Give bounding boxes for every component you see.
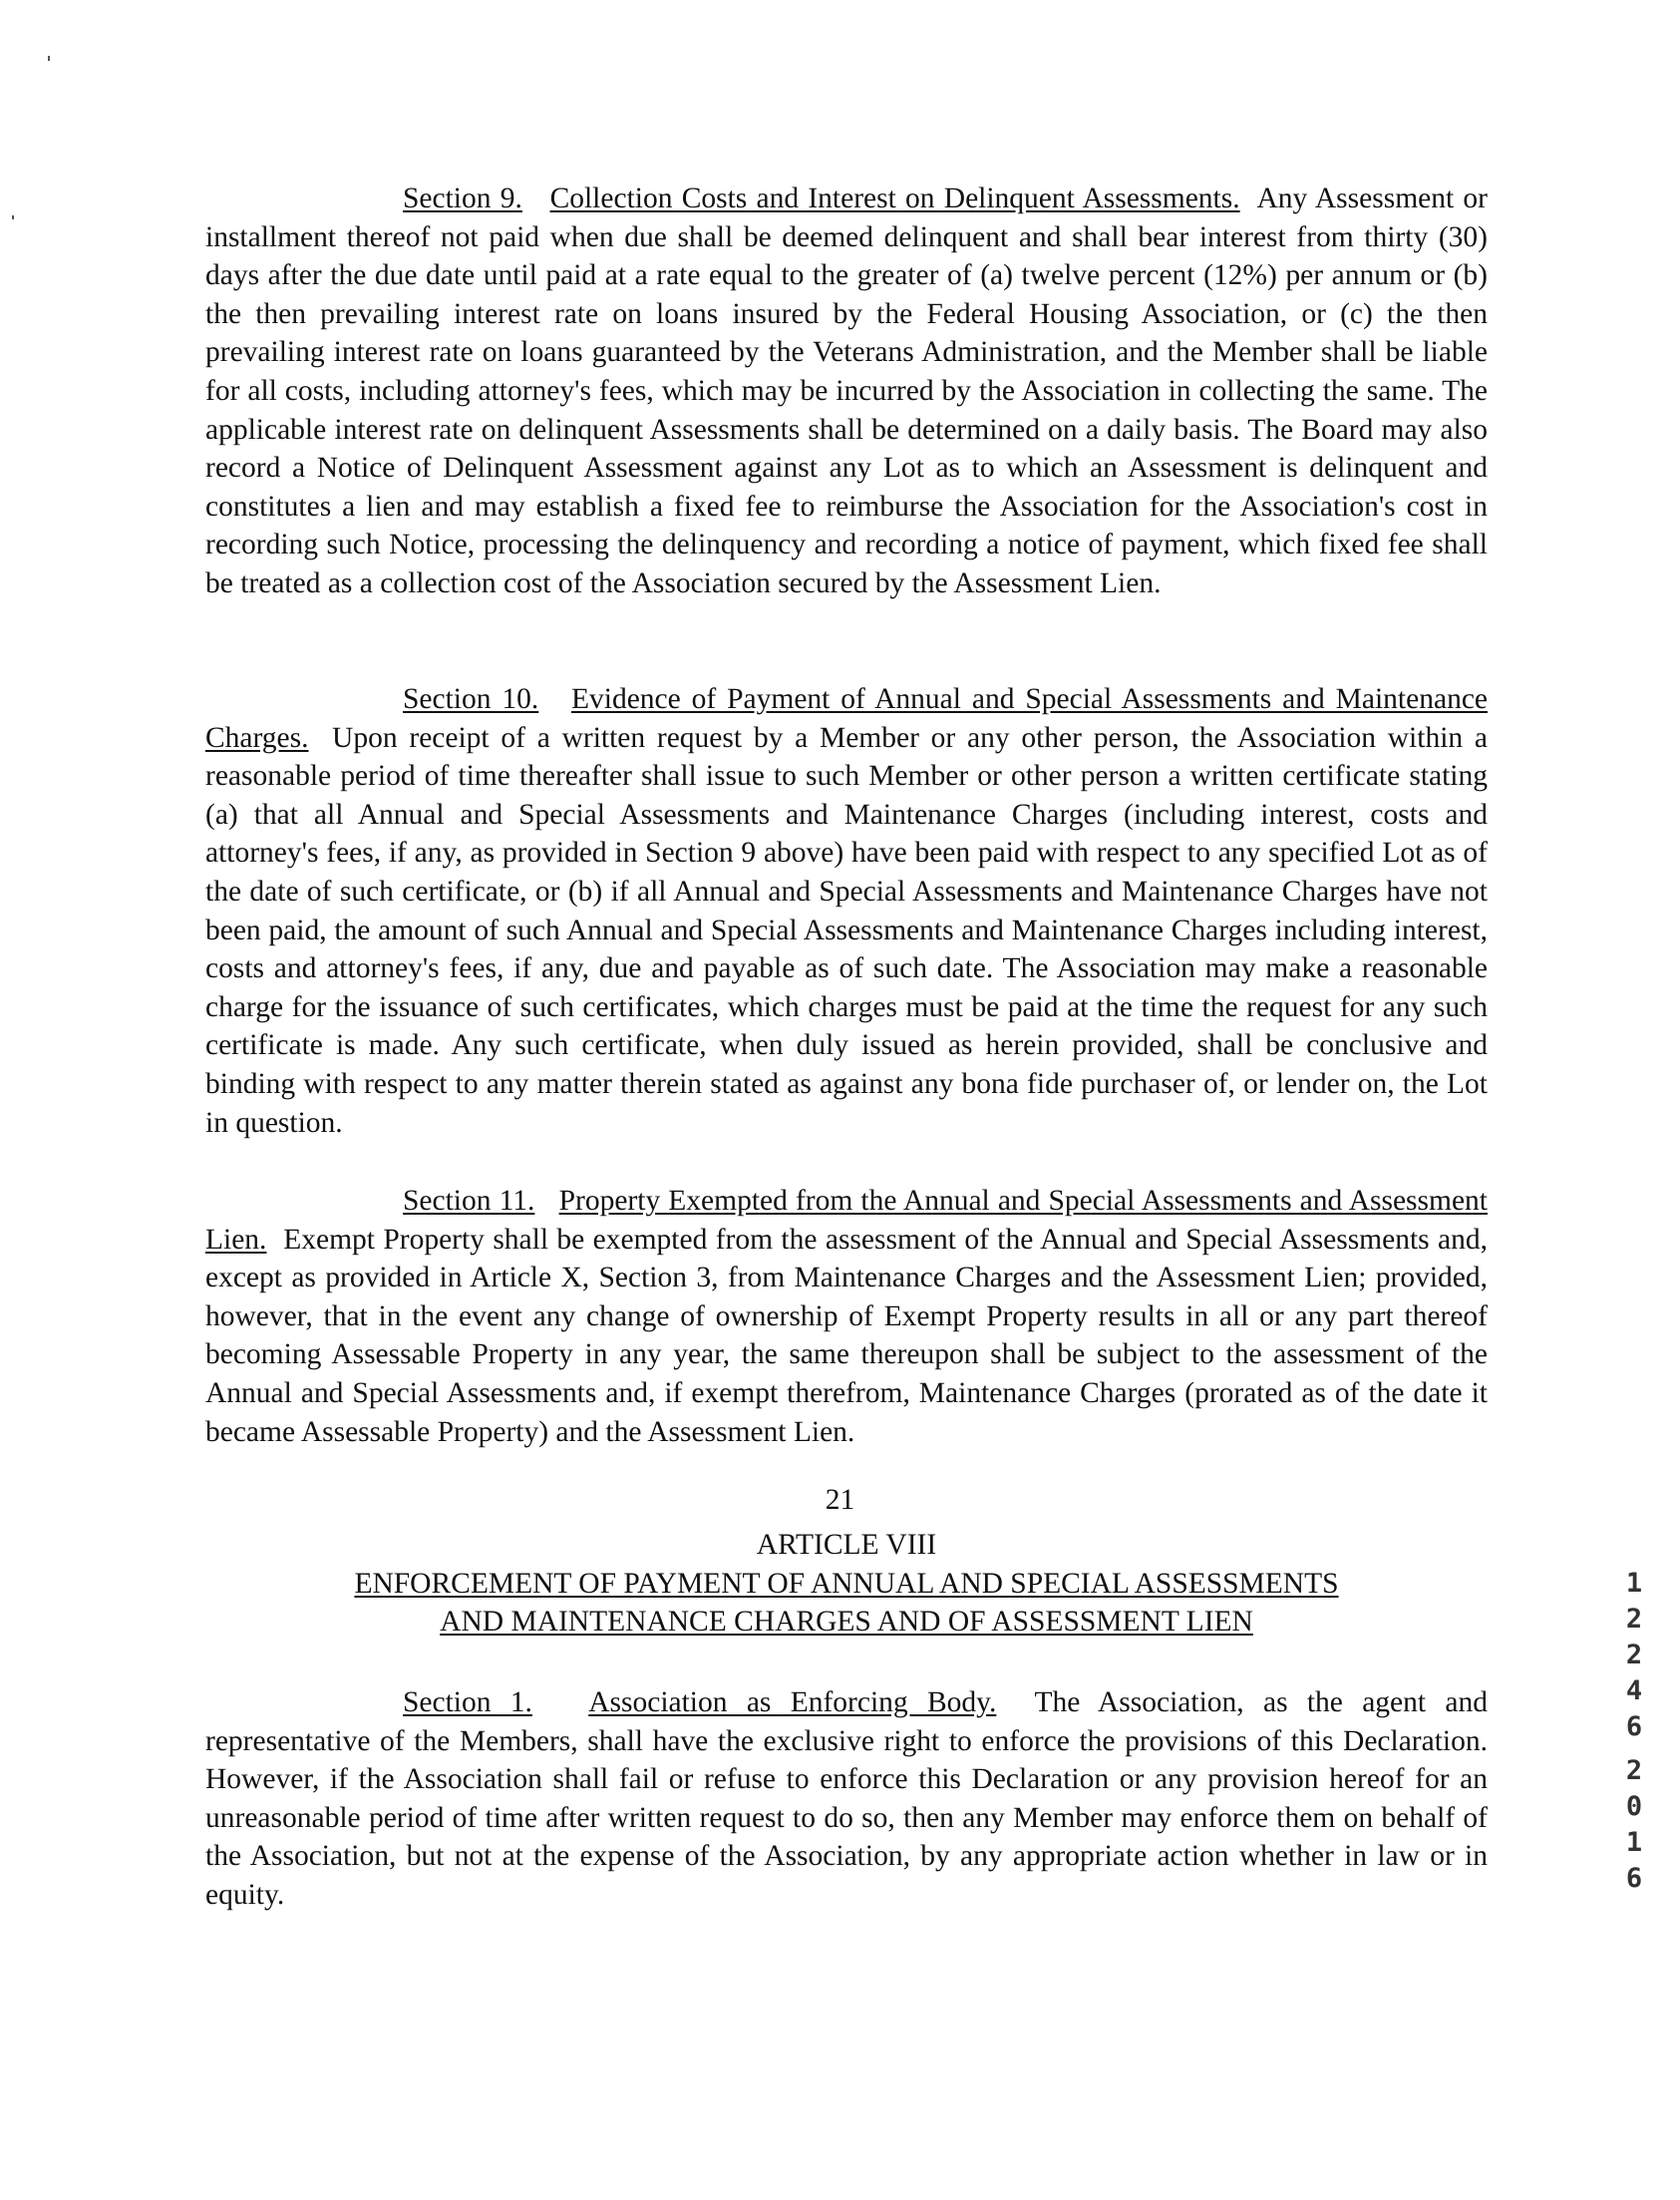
section-11-label: Section 11. [403,1185,535,1217]
scan-speck [12,215,14,219]
stamp-digit: 6 [1625,1711,1643,1742]
article-section-1-body: The Association, as the agent and representative of the Members, shall have the exclusive right to enforce the provisions of this Declaration. However, if the Association shall fail or refuse to enforce this Declaration or any provision hereof for an unreasonable period of time after written request to do so, then any Member may enforce them on behalf of the Association, but not at the expense of the Association, by any appropriate action whether in law or in equity. [205,1686,1488,1911]
section-9-body: Any Assessment or installment thereof not paid when due shall be deemed delinquent and shall bear interest from thirty (30) days after the due date until paid at a rate equal to the greater of (a) twelve percent (12%) per annum or (b) the then prevailing interest rate on loans insured by the Federal Housing Association, or (c) the then prevailing interest rate on loans guaranteed by the Veterans Administration, and the Member shall be liable for all costs, including attorney's fees, which may be incurred by the Association in collecting the same. The applicable interest rate on delinquent Assessments shall be determined on a daily basis. The Board may also record a Notice of Delinquent Assessment against any Lot as to which an Assessment is delinquent and constitutes a lien and may establish a fixed fee to reimburse the Association for the Association's cost in recording such Notice, processing the delinquency and recording a notice of payment, which fixed fee shall be treated as a collection cost of the Association secured by the Assessment Lien. [205,183,1488,599]
stamp-digit: 2 [1625,1755,1643,1786]
scan-speck [48,56,50,61]
margin-stamp-top [1619,1566,1649,1745]
article-number: ARTICLE VIII [756,1529,937,1561]
margin-stamp-bottom [1619,1753,1649,1897]
section-9-label: Section 9. [403,183,522,214]
section-9-title: Collection Costs and Interest on Delinquent Assessments. [549,183,1240,214]
stamp-digit: 4 [1625,1675,1643,1706]
article-heading [205,1526,1488,1642]
section-11-title: Property Exempted from the Annual and Special Assessments and Assessment Lien. [205,1185,1488,1256]
article-title-line-1: ENFORCEMENT OF PAYMENT OF ANNUAL AND SPECIAL ASSESSMENTS [354,1567,1339,1600]
article-section-1-label: Section 1. [403,1686,532,1718]
article-8-section-1 [205,1683,1488,1915]
section-11-body: Exempt Property shall be exempted from the assessment of the Annual and Special Assessments and, except as provided in Article X, Section 3, from Maintenance Charges and the Assessment Lien; provided, however, that in the event any change of ownership of Exempt Property results in all or any part thereof becoming Assessable Property in any year, the same thereupon shall be subject to the assessment of the Annual and Special Assessments and, if exempt therefrom, Maintenance Charges (prorated as of the date it became Assessable Property) and the Assessment Lien. [205,1223,1488,1448]
section-9 [205,180,1488,603]
section-10-body: Upon receipt of a written request by a Member or any other person, the Association within a reasonable period of time thereafter shall issue to such Member or other person a written certificate stating (a) that all Annual and Special Assessments and Maintenance Charges (including interest, costs and attorney's fees, if any, as provided in Section 9 above) have been paid with respect to any specified Lot as of the date of such certificate, or (b) if all Annual and Special Assessments and Maintenance Charges have not been paid, the amount of such Annual and Special Assessments and Maintenance Charges including interest, costs and attorney's fees, if any, due and payable as of such date. The Association may make a reasonable charge for the issuance of such certificates, which charges must be paid at the time the request for any such certificate is made. Any such certificate, when duly issued as herein provided, shall be conclusive and binding with respect to any matter therein stated as against any bona fide purchaser of, or lender on, the Lot in question. [205,721,1489,1139]
article-section-1-title: Association as Enforcing Body. [588,1686,997,1718]
section-10-label: Section 10. [403,683,539,715]
stamp-digit: 1 [1625,1568,1643,1599]
section-10 [205,680,1488,1142]
article-title-line-2: AND MAINTENANCE CHARGES AND OF ASSESSMENT LIEN [440,1606,1253,1639]
stamp-digit: 2 [1625,1640,1643,1670]
stamp-digit: 1 [1625,1827,1643,1858]
stamp-digit: 2 [1625,1604,1643,1635]
section-10-title: Evidence of Payment of Annual and Special Assessments and Maintenance Charges. [205,683,1489,754]
stamp-digit: 6 [1625,1863,1643,1894]
page-number: 21 [825,1484,855,1516]
stamp-digit: 0 [1625,1791,1643,1822]
section-11 [205,1182,1488,1451]
